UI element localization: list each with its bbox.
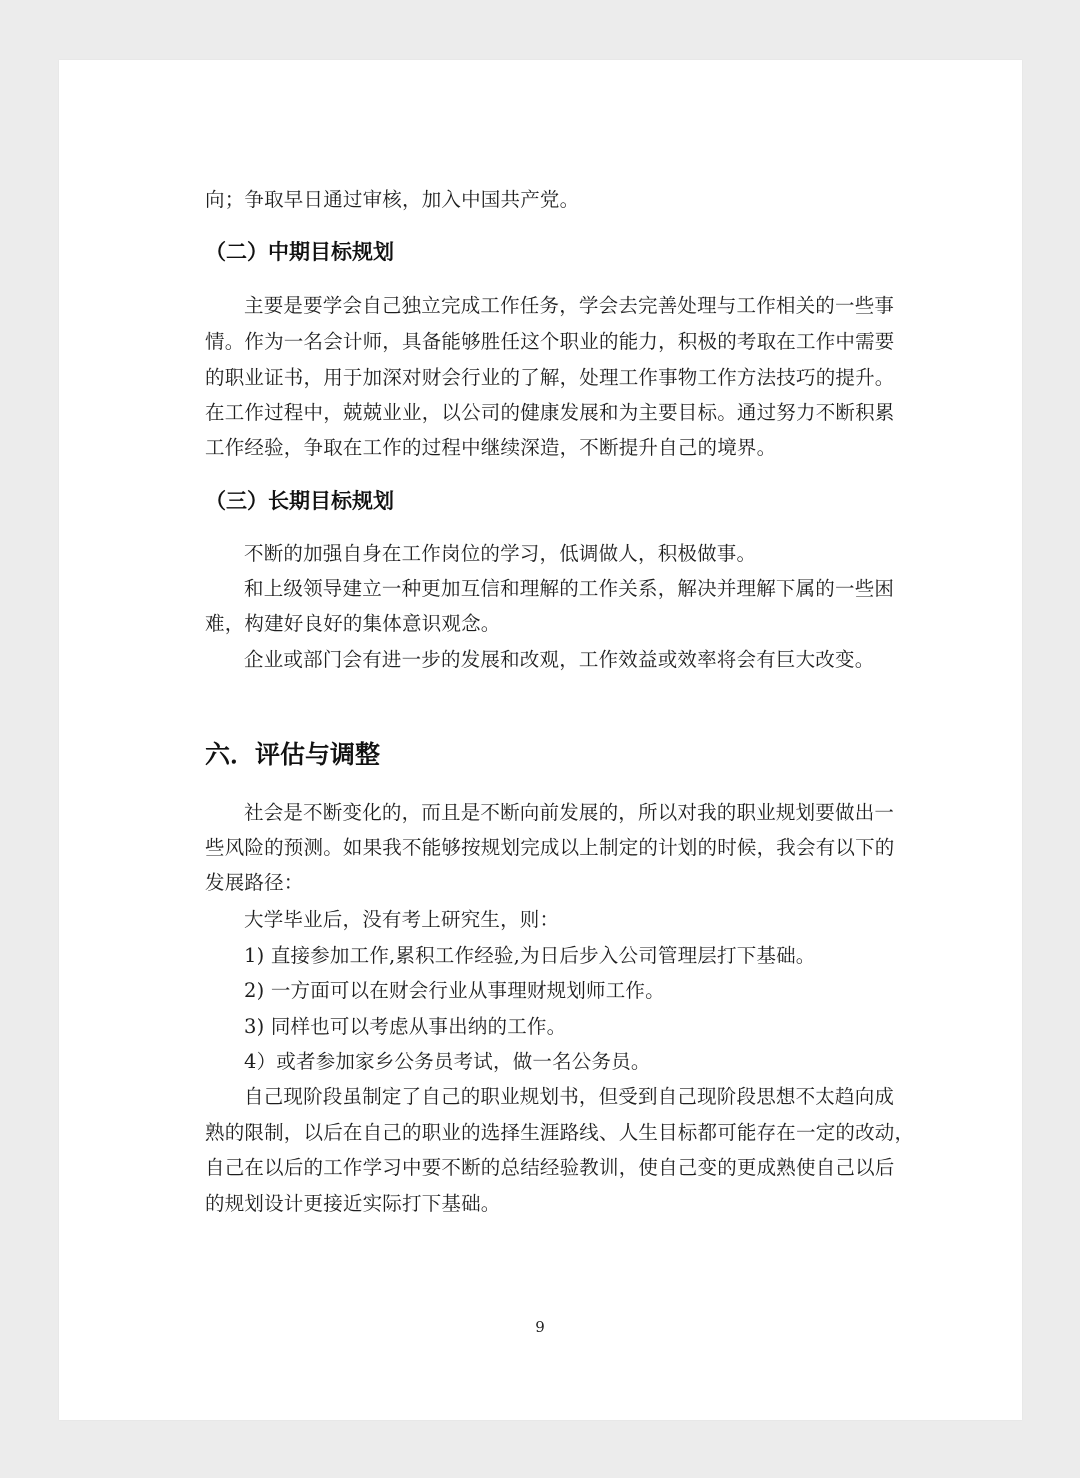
paragraph-line: 自己在以后的工作学习中要不断的总结经验教训，使自己变的更成熟使自己以后	[205, 1156, 895, 1179]
paragraph-line: 企业或部门会有进一步的发展和改观，工作效益或效率将会有巨大改变。	[244, 648, 875, 671]
section-heading-long-term: （三）长期目标规划	[205, 489, 394, 513]
paragraph-line: 自己现阶段虽制定了自己的职业规划书，但受到自己现阶段思想不太趋向成	[244, 1085, 895, 1108]
paragraph-line: 发展路径：	[205, 871, 304, 894]
paragraph-line: 大学毕业后，没有考上研究生，则：	[244, 908, 560, 931]
paragraph-line: 社会是不断变化的，而且是不断向前发展的，所以对我的职业规划要做出一	[244, 801, 895, 824]
list-item: 4）或者参加家乡公务员考试，做一名公务员。	[244, 1050, 651, 1073]
document-page	[59, 60, 1022, 1420]
section-heading-mid-term: （二）中期目标规划	[205, 240, 394, 264]
paragraph-line: 向；争取早日通过审核，加入中国共产党。	[205, 188, 580, 211]
page-number: 9	[535, 1318, 545, 1336]
paragraph-line: 的规划设计更接近实际打下基础。	[205, 1192, 501, 1215]
paragraph-line: 熟的限制，以后在自己的职业的选择生涯路线、人生目标都可能存在一定的改动，	[205, 1121, 915, 1144]
list-item: 1) 直接参加工作,累积工作经验,为日后步入公司管理层打下基础。	[244, 944, 816, 967]
chapter-heading-evaluation: 六．评估与调整	[205, 740, 381, 769]
paragraph-line: 主要是要学会自己独立完成工作任务，学会去完善处理与工作相关的一些事	[244, 294, 895, 317]
paragraph-line: 些风险的预测。如果我不能够按规划完成以上制定的计划的时候，我会有以下的	[205, 836, 895, 859]
list-item: 3) 同样也可以考虑从事出纳的工作。	[244, 1015, 567, 1038]
paragraph-line: 在工作过程中，兢兢业业，以公司的健康发展和为主要目标。通过努力不断积累	[205, 401, 895, 424]
paragraph-line: 的职业证书，用于加深对财会行业的了解，处理工作事物工作方法技巧的提升。	[205, 366, 895, 389]
paragraph-line: 难，构建好良好的集体意识观念。	[205, 612, 501, 635]
paragraph-line: 情。作为一名会计师，具备能够胜任这个职业的能力，积极的考取在工作中需要	[205, 330, 895, 353]
list-item: 2) 一方面可以在财会行业从事理财规划师工作。	[244, 979, 665, 1002]
paragraph-line: 工作经验，争取在工作的过程中继续深造，不断提升自己的境界。	[205, 436, 777, 459]
paragraph-line: 和上级领导建立一种更加互信和理解的工作关系，解决并理解下属的一些困	[244, 577, 895, 600]
paragraph-line: 不断的加强自身在工作岗位的学习，低调做人，积极做事。	[244, 542, 757, 565]
